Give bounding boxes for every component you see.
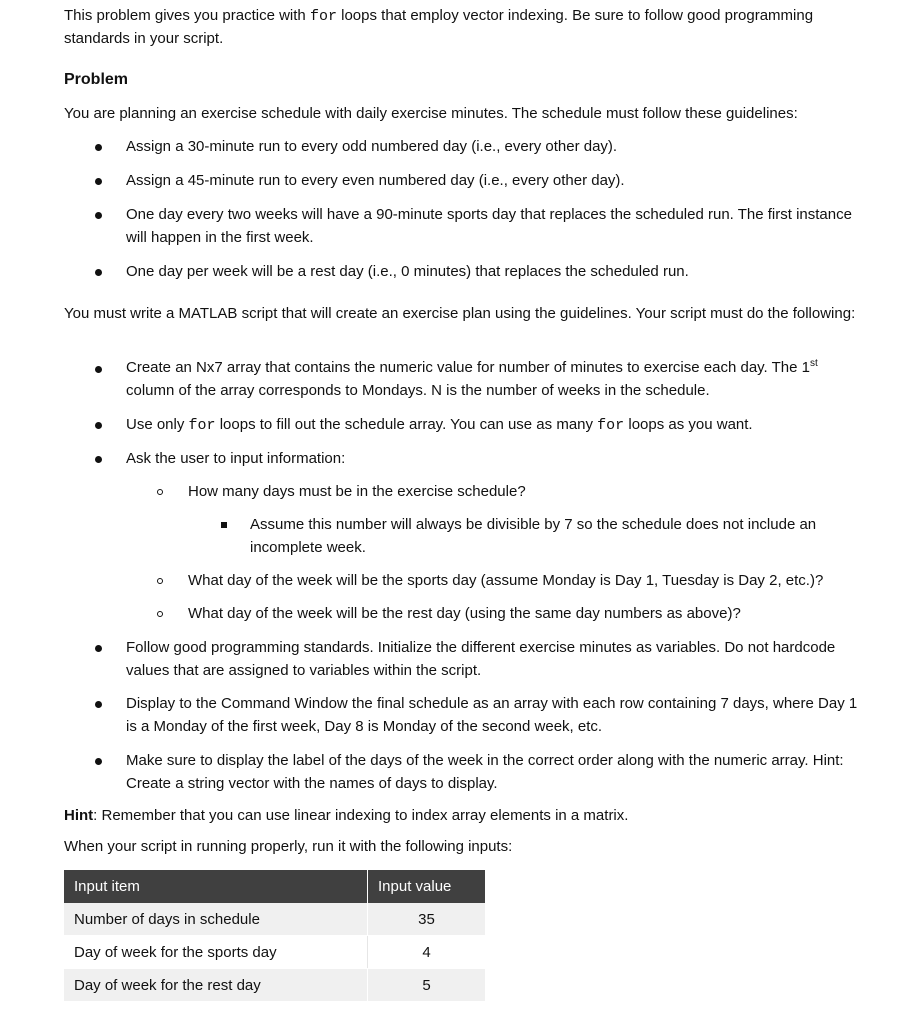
requirement-item-1	[126, 356, 866, 402]
circle-bullet-icon	[157, 489, 163, 495]
circle-bullet-icon	[157, 611, 163, 617]
table-cell-item: Day of week for the sports day	[64, 936, 368, 969]
table-row	[64, 969, 485, 1002]
sub-question-1: How many days must be in the exercise schedule?	[188, 483, 526, 500]
bullet-icon	[95, 701, 102, 708]
req1-superscript: st	[809, 358, 818, 369]
req2-code-for-2: for	[597, 417, 625, 434]
circle-bullet-icon	[157, 578, 163, 584]
script-intro: You must write a MATLAB script that will create an exercise plan using the guidelines. Your script must do the following:	[64, 305, 856, 322]
intro-code-for: for	[309, 8, 337, 25]
sub-question-2: What day of the week will be the sports day (assume Monday is Day 1, Tuesday is Day 2, etc.)?	[188, 572, 824, 589]
bullet-icon	[95, 269, 102, 276]
guideline-item-2: Assign a 45-minute run to every even numbered day (i.e., every other day).	[126, 172, 625, 189]
hint-text: : Remember that you can use linear indexing to index array elements in a matrix.	[93, 807, 629, 824]
intro-text-b: loops that employ vector indexing. Be sure to follow good programming standards in your script.	[64, 7, 814, 47]
req2-text-a: Use only	[126, 416, 189, 433]
bullet-icon	[95, 144, 102, 151]
bullet-icon	[95, 422, 102, 429]
hint-paragraph	[64, 805, 872, 827]
table-row	[64, 936, 485, 969]
guideline-item-3: One day every two weeks will have a 90-minute sports day that replaces the scheduled run. The first instance will happen in the first week.	[126, 206, 852, 246]
problem-intro: You are planning an exercise schedule with daily exercise minutes. The schedule must follow these guidelines:	[64, 105, 798, 122]
requirement-item-3: Ask the user to input information:	[126, 450, 346, 467]
bullet-icon	[95, 758, 102, 765]
table-cell-item: Number of days in schedule	[64, 903, 368, 936]
hint-label: Hint	[64, 807, 94, 824]
req2-text-c: loops as you want.	[624, 416, 753, 433]
square-bullet-icon	[221, 522, 227, 528]
requirement-item-6: Make sure to display the label of the days of the week in the correct order along with the numeric array. Hint: Create a string vector with the names of days to display.	[126, 752, 844, 792]
table-cell-value: 5	[368, 969, 486, 1002]
run-instructions: When your script in running properly, run it with the following inputs:	[64, 838, 513, 855]
table-cell-item: Day of week for the rest day	[64, 969, 368, 1002]
guideline-item-1: Assign a 30-minute run to every odd numbered day (i.e., every other day).	[126, 138, 618, 155]
table-row	[64, 903, 485, 936]
intro-text-a: This problem gives you practice with	[64, 7, 310, 24]
req2-code-for-1: for	[188, 417, 216, 434]
bullet-icon	[95, 178, 102, 185]
req2-text-b: loops to fill out the schedule array. You can use as many	[215, 416, 598, 433]
requirement-item-5: Display to the Command Window the final schedule as an array with each row containing 7 days, where Day 1 is a Monday of the first week, Day 8 is Monday of the second week, etc.	[126, 695, 858, 735]
bullet-icon	[95, 645, 102, 652]
sub-question-3: What day of the week will be the rest day (using the same day numbers as above)?	[188, 605, 741, 622]
req1-text-b: column of the array corresponds to Mondays. N is the number of weeks in the schedule.	[126, 382, 710, 399]
guideline-item-4: One day per week will be a rest day (i.e., 0 minutes) that replaces the scheduled run.	[126, 263, 689, 280]
table-header-input-item: Input item	[64, 870, 368, 903]
bullet-icon	[95, 456, 102, 463]
requirement-item-2	[126, 413, 866, 437]
intro-paragraph	[64, 5, 872, 50]
inputs-table	[64, 870, 485, 1002]
table-cell-value: 4	[368, 936, 486, 969]
table-header-row	[64, 870, 485, 903]
bullet-icon	[95, 212, 102, 219]
bullet-icon	[95, 366, 102, 373]
table-header-input-value: Input value	[368, 870, 486, 903]
req1-text-a: Create an Nx7 array that contains the numeric value for number of minutes to exercise each day. The 1	[126, 359, 810, 376]
table-cell-value: 35	[368, 903, 486, 936]
requirement-item-4: Follow good programming standards. Initialize the different exercise minutes as variables. Do not hardcode values that are assigned to variables within the script.	[126, 639, 836, 679]
problem-heading: Problem	[64, 71, 129, 88]
sub-question-1-note: Assume this number will always be divisible by 7 so the schedule does not include an incomplete week.	[250, 516, 817, 556]
